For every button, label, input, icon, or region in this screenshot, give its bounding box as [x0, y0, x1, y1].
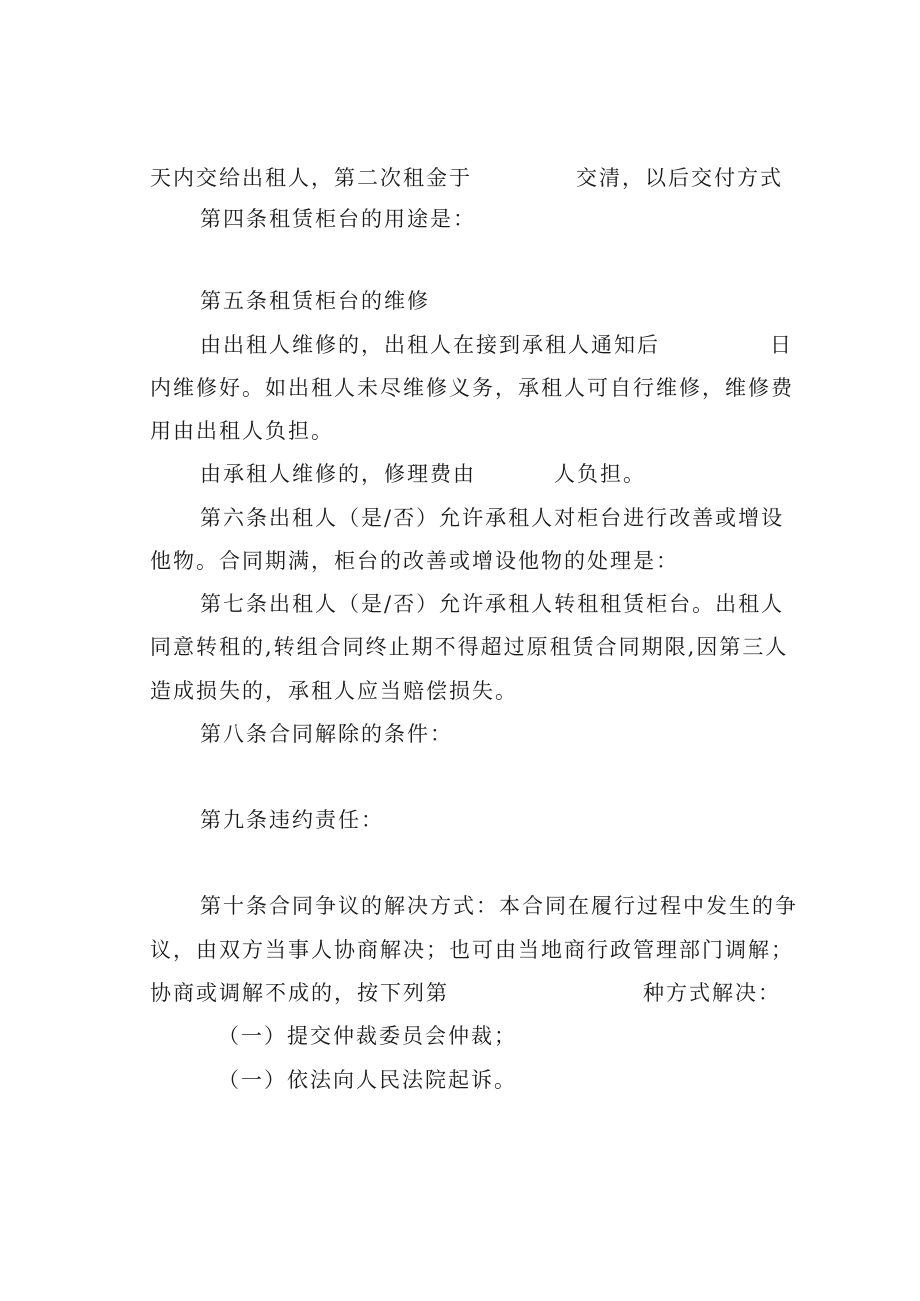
lessee-repair-line — [200, 459, 646, 489]
article-8-heading: 第八条合同解除的条件： — [200, 722, 453, 746]
rent-payment-text-cont: 交清，以后交付方式 — [576, 166, 783, 190]
lessor-repair-day-unit: 日 — [770, 333, 793, 357]
article-6-line-1: 第六条出租人（是/否）允许承租人对柜台进行改善或增设 — [200, 506, 785, 530]
dispute-method-text: 协商或调解不成的，按下列第 — [150, 981, 449, 1005]
article-6-line-2: 他物。合同期满，柜台的改善或增设他物的处理是： — [150, 549, 679, 573]
rent-payment-text: 天内交给出租人，第二次租金于 — [150, 166, 472, 190]
option-arbitration: （一）提交仲裁委员会仲裁； — [218, 1024, 517, 1048]
article-7-line-3: 造成损失的，承租人应当赔偿损失。 — [150, 679, 518, 703]
lessor-repair-line-2: 内维修好。如出租人未尽维修义务，承租人可自行维修，维修费 — [150, 376, 794, 400]
option-litigation: （一）依法向人民法院起诉。 — [218, 1068, 517, 1092]
lessor-repair-text: 由出租人维修的，出租人在接到承租人通知后 — [200, 333, 660, 357]
lessor-repair-line-3: 用由出租人负担。 — [150, 419, 334, 443]
article-10-line-2: 议，由双方当事人协商解决；也可由当地商行政管理部门调解； — [150, 938, 794, 962]
article-4-heading: 第四条租赁柜台的用途是： — [200, 207, 476, 231]
article-7-line-2: 同意转租的,转组合同终止期不得超过原租赁合同期限,因第三人 — [150, 635, 789, 659]
article-7-line-1: 第七条出租人（是/否）允许承租人转租租赁柜台。出租人 — [200, 592, 785, 616]
article-10-line-3 — [150, 978, 781, 1008]
rent-payment-line — [150, 163, 783, 193]
article-9-heading: 第九条违约责任： — [200, 808, 384, 832]
article-10-line-1: 第十条合同争议的解决方式：本合同在履行过程中发生的争 — [200, 894, 798, 918]
article-5-heading: 第五条租赁柜台的维修 — [200, 289, 430, 313]
lessor-repair-line — [200, 330, 793, 360]
lessee-repair-text: 由承租人维修的，修理费由 — [200, 462, 476, 486]
dispute-method-text-cont: 种方式解决： — [643, 981, 781, 1005]
lessee-repair-text-cont: 人负担。 — [554, 462, 646, 486]
